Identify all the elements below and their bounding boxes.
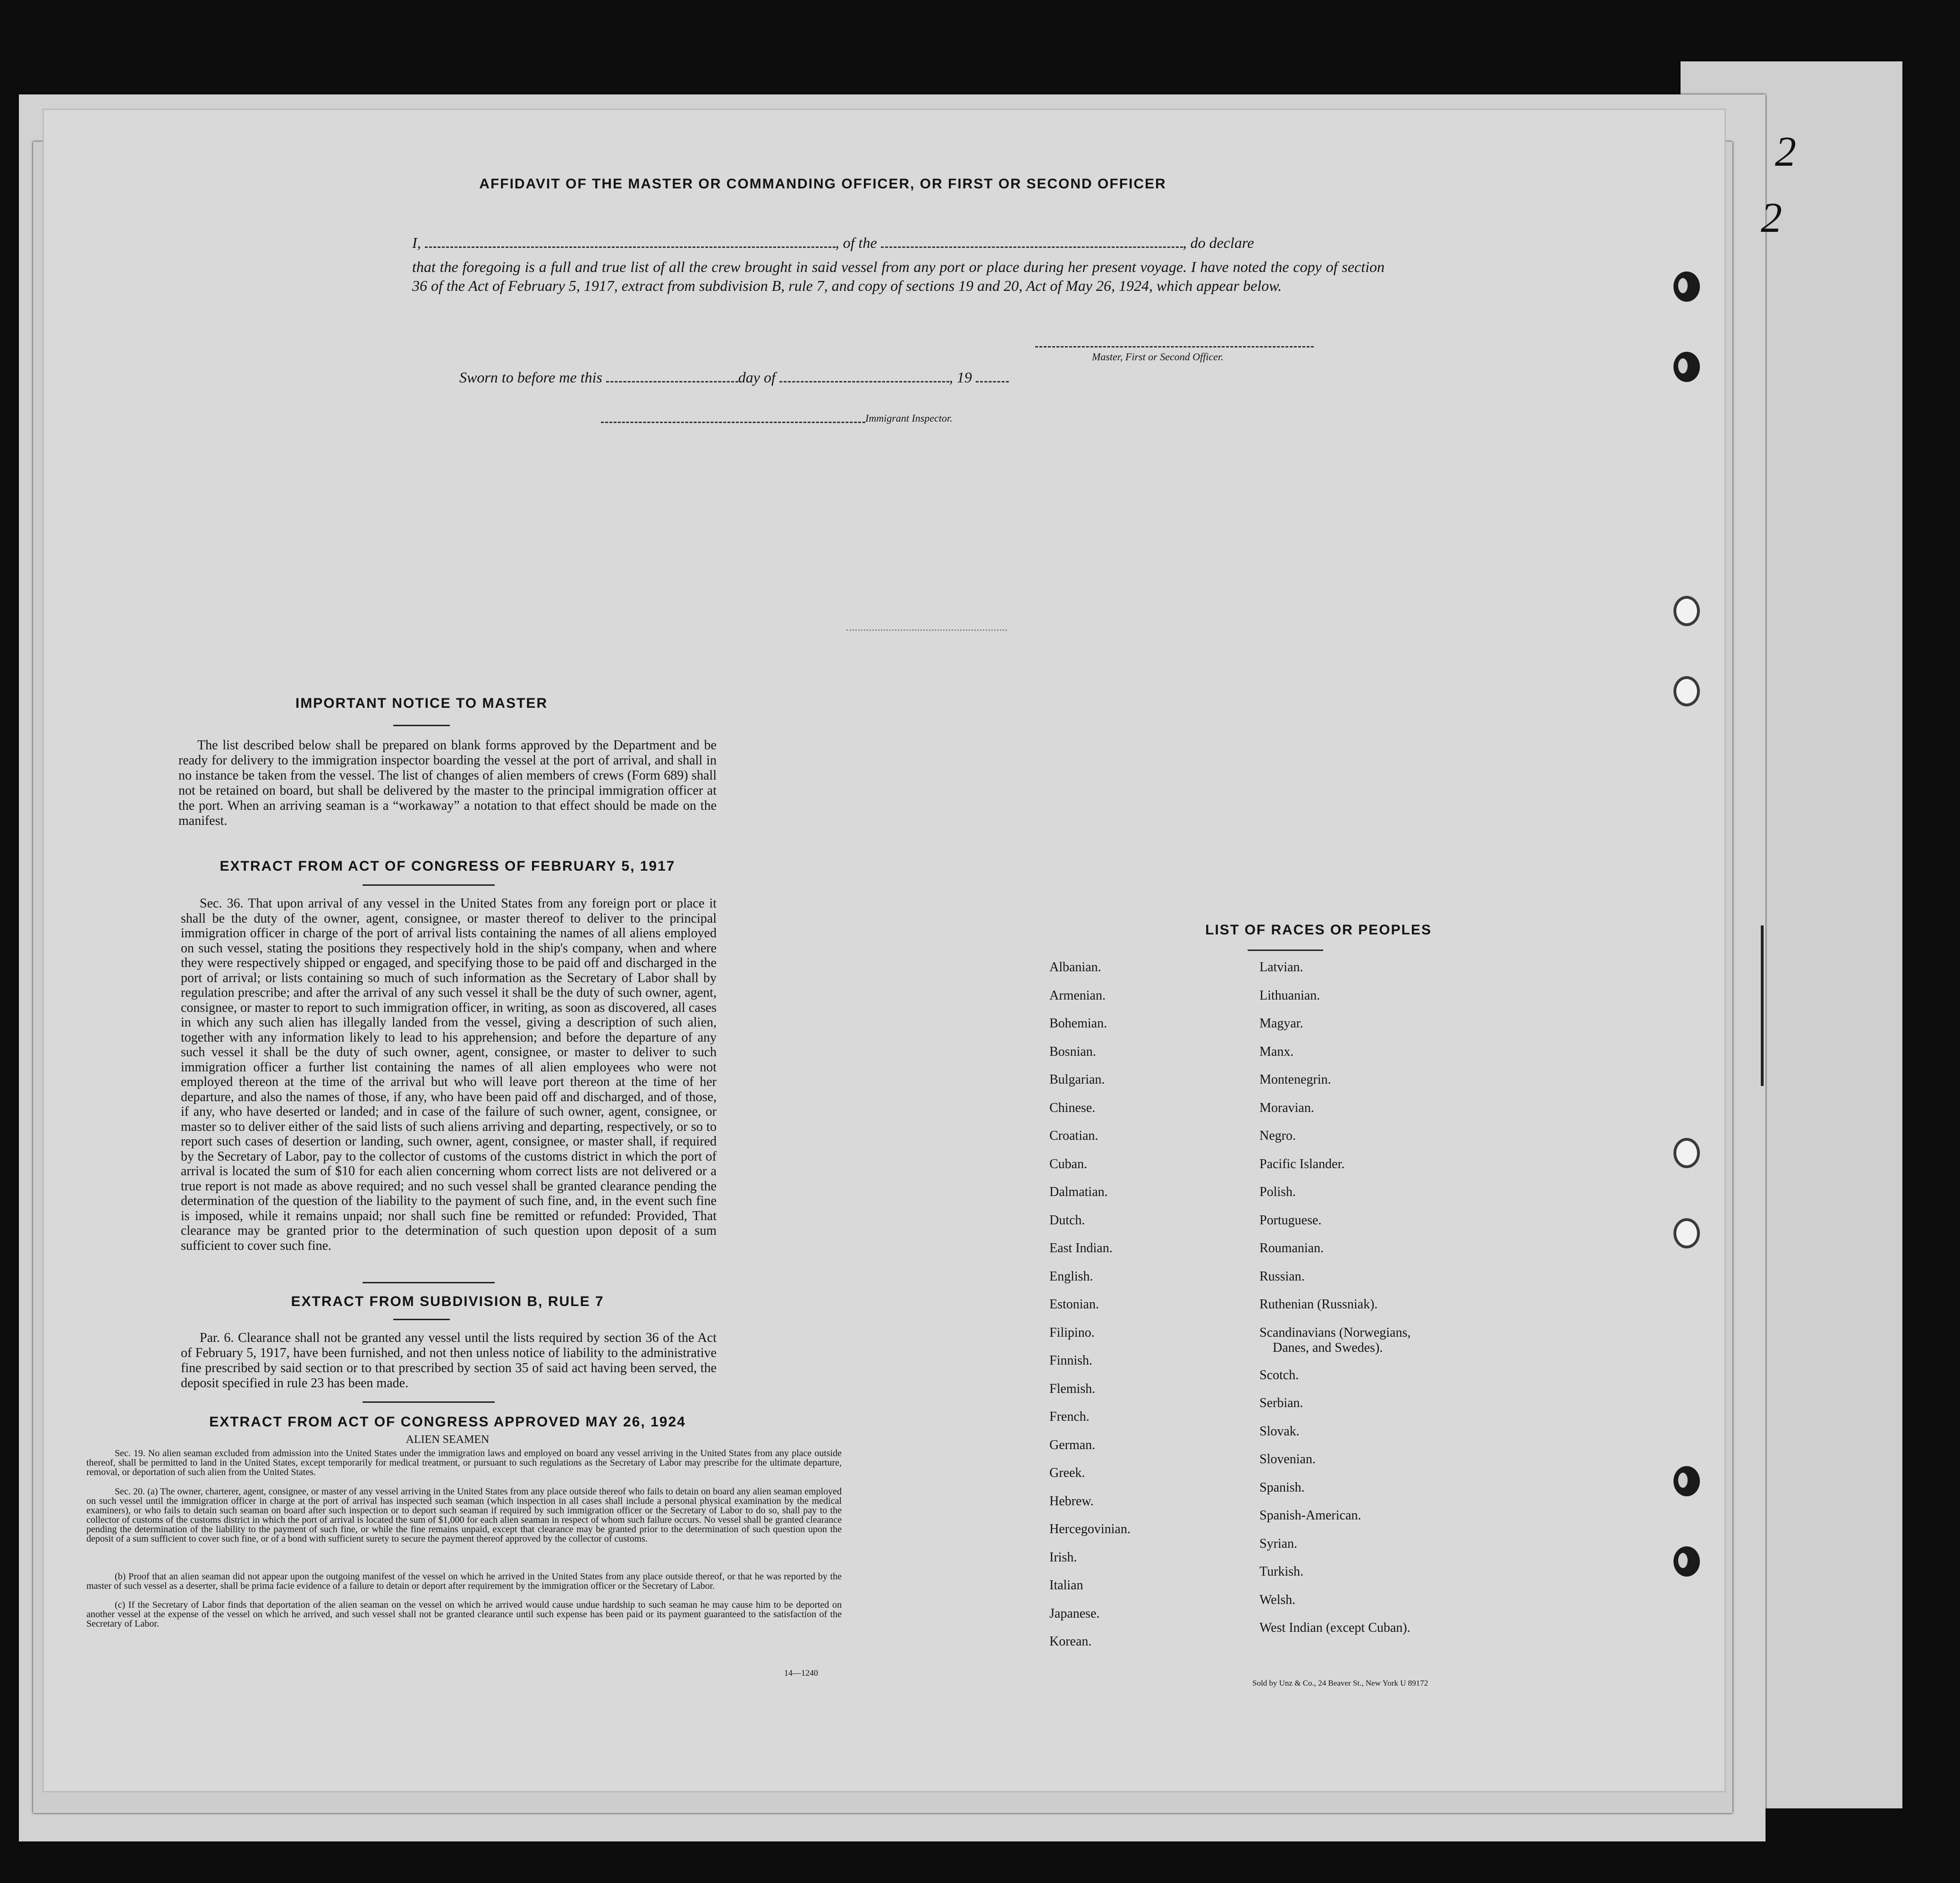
sworn-line (459, 370, 1167, 385)
inspector-caption: Immigrant Inspector. (865, 412, 953, 424)
notice-title: IMPORTANT NOTICE TO MASTER (295, 696, 548, 711)
race-item: Hercegovinian. (1049, 1522, 1131, 1536)
affidavit-declaration-line (412, 235, 1385, 250)
race-item: Ruthenian (Russniak). (1259, 1297, 1378, 1312)
affidavit-text: that the foregoing is a full and true list of all the crew brought in said vessel from any port or place during her present voyage. I have noted the copy of section 36 of the Act of February 5, 1917, extract from subdivision B, rule 7, and copy of sections 19 and 20, Act of May 26, 1924, which appear below. (412, 258, 1385, 294)
race-item: German. (1049, 1437, 1096, 1452)
extract-1924-subtitle: ALIEN SEAMEN (406, 1433, 490, 1446)
rule-7-top-rule (363, 1282, 495, 1283)
binder-hole (1673, 1218, 1700, 1248)
race-item: Montenegrin. (1259, 1072, 1331, 1087)
binder-hole (1673, 1466, 1700, 1496)
affidavit-title: AFFIDAVIT OF THE MASTER OR COMMANDING OFFICER, OR FIRST OR SECOND OFFICER (479, 176, 1166, 192)
race-item: Slovak. (1259, 1424, 1300, 1439)
affidavit-prefix: I, (412, 234, 421, 251)
notice-rule (393, 725, 450, 726)
affidavit-of-the: , of the (835, 234, 877, 251)
race-item: Albanian. (1049, 960, 1101, 975)
handwritten-mark: 2 (1775, 128, 1796, 175)
faint-handwriting (846, 611, 1007, 631)
race-item: East Indian. (1049, 1241, 1113, 1255)
margin-tick-strokes (1761, 925, 1764, 1086)
race-item: Filipino. (1049, 1325, 1095, 1340)
affidavit-declare: , do declare (1183, 234, 1254, 251)
race-item: Finnish. (1049, 1353, 1093, 1368)
name-field[interactable] (425, 235, 836, 248)
binder-hole (1673, 1546, 1700, 1577)
race-item: Russian. (1259, 1269, 1305, 1284)
binder-hole (1673, 1138, 1700, 1168)
race-item: Armenian. (1049, 988, 1106, 1003)
race-item: Bulgarian. (1049, 1072, 1105, 1087)
race-item: Chinese. (1049, 1100, 1096, 1115)
race-item: Polish. (1259, 1185, 1296, 1199)
sworn-prefix: Sworn to before me this (459, 369, 602, 386)
race-item: English. (1049, 1269, 1093, 1284)
race-item: Syrian. (1259, 1536, 1298, 1551)
race-item: Welsh. (1259, 1592, 1296, 1607)
sworn-month-field[interactable] (779, 370, 949, 382)
race-item: Turkish. (1259, 1564, 1304, 1579)
race-item: Roumanian. (1259, 1241, 1324, 1255)
race-item: Pacific Islander. (1259, 1156, 1345, 1171)
race-item: Croatian. (1049, 1128, 1098, 1143)
race-item: Estonian. (1049, 1297, 1099, 1312)
race-item: Korean. (1049, 1634, 1092, 1649)
race-item: Portuguese. (1259, 1213, 1322, 1228)
race-item: Italian (1049, 1578, 1083, 1593)
extract-1924-top-rule (363, 1401, 495, 1403)
race-item: Manx. (1259, 1044, 1294, 1059)
sworn-day-field[interactable] (606, 370, 738, 382)
binder-hole (1673, 352, 1700, 382)
binder-hole (1673, 271, 1700, 302)
race-item: Dalmatian. (1049, 1185, 1108, 1199)
sec-19-text: Sec. 19. No alien seaman excluded from admission into the United States under the immigration laws and employed on board any vessel arriving in the United States from any place outside thereof, shall be permitted to land in the United States, except temporarily for medical treatment, or pursuant to such regulations as the Secretary of Labor may prescribe for the ultimate departure, removal, or deportation of such alien from the United States. (86, 1448, 842, 1477)
race-item: Spanish-American. (1259, 1508, 1361, 1523)
race-item: Scotch. (1259, 1367, 1299, 1383)
master-signature-line[interactable] (1035, 346, 1314, 348)
notice-text: The list described below shall be prepared on blank forms approved by the Department and be ready for delivery to the immigration inspector boarding the vessel at the port of arrival, and shall in no instance be taken from the vessel. The list of changes of alien members of crews (Form 689) shall not be retained on board, but shall be delivered by the master to the principal immigration officer at the port. When an arriving seaman is a “workaway” a notation to that effect should be made on the manifest. (178, 738, 717, 828)
race-item: Serbian. (1259, 1396, 1303, 1410)
binder-hole (1673, 596, 1700, 626)
race-item: Flemish. (1049, 1381, 1096, 1396)
form-page (42, 109, 1726, 1792)
race-item: Magyar. (1259, 1016, 1303, 1031)
extract-1924-title: EXTRACT FROM ACT OF CONGRESS APPROVED MAY 26, 1924 (209, 1414, 686, 1430)
race-item: Scandinavians (Norwegians, Danes, and Swedes). (1259, 1325, 1411, 1355)
race-item: Latvian. (1259, 960, 1303, 975)
race-item: Japanese. (1049, 1606, 1100, 1621)
race-item: Spanish. (1259, 1480, 1305, 1495)
form-number: 14—1240 (784, 1668, 818, 1678)
vessel-field[interactable] (881, 235, 1183, 248)
race-item: Moravian. (1259, 1100, 1314, 1115)
extract-1917-text: Sec. 36. That upon arrival of any vessel in the United States from any foreign port or place it shall be the duty of the owner, agent, consignee, or master thereof to deliver to the principal immigration officer in charge of the port of arrival lists containing the names of all aliens employed on such vessel, stating the positions they respectively hold in the ship's company, when and where they were respectively shipped or engaged, and specifying those to be paid off and discharged in the port of arrival; or lists containing so much of such information as the Secretary of Labor shall by regulation prescribe; and after the arrival of any such vessel it shall be the duty of such owner, agent, consignee, or master to report to such immigration officer, in writing, as soon as discovered, all cases in which any such alien has illegally landed from the vessel, giving a description of such alien, together with any information likely to lead to his apprehension; and before the departure of any such vessel it shall be the duty of such owner, agent, consignee, or master to deliver to such immigration officer a further list containing the names of all alien employees who were not employed thereon at the time of the arrival but who will leave port thereon at the time of her departure, and also the names of those, if any, who have been paid off and discharged, and of those, if any, who have deserted or landed; and in case of the failure of such owner, agent, consignee, or master so to deliver either of the said lists of such aliens arriving and departing, respectively, or so to report such cases of desertion or landing, such owner, agent, consignee, or master shall, if required by the Secretary of Labor, pay to the collector of customs of the customs district in which the port of arrival is located the sum of $10 for each alien concerning whom correct lists are not delivered or a true report is not made as above required; and no such vessel shall be granted clearance pending the determination of the question of the liability to the payment of such fine, and, in the event such fine is imposed, while it remains unpaid; nor shall such fine be remitted or refunded: Provided, That clearance may be granted prior to the determination of such question upon deposit of a sum sufficient to cover such fine. (181, 896, 717, 1253)
race-item: Lithuanian. (1259, 988, 1320, 1003)
sworn-day-label: day of (738, 369, 776, 386)
rule-7-rule (393, 1319, 450, 1320)
imprint: Sold by Unz & Co., 24 Beaver St., New York U 89172 (1252, 1679, 1428, 1688)
race-item: Bosnian. (1049, 1044, 1096, 1059)
race-item: Greek. (1049, 1466, 1085, 1480)
race-item: Hebrew. (1049, 1493, 1094, 1509)
race-item: Negro. (1259, 1128, 1296, 1143)
rule-7-text: Par. 6. Clearance shall not be granted any vessel until the lists required by section 36 of the Act of February 5, 1917, have been furnished, and not then unless notice of liability to the administrative fine prescribed by said section or to that prescribed by section 35 of said act having been served, the deposit specified in rule 23 has been made. (181, 1331, 717, 1391)
sworn-year-label: , 19 (949, 369, 972, 386)
race-item: Bohemian. (1049, 1016, 1107, 1031)
races-rule (1248, 950, 1323, 951)
extract-1917-rule (363, 884, 495, 886)
races-title: LIST OF RACES OR PEOPLES (1205, 922, 1432, 938)
inspector-signature-line[interactable] (601, 422, 865, 423)
race-item: Slovenian. (1259, 1452, 1316, 1467)
handwritten-mark: 2 (1761, 195, 1782, 241)
sec-20a-text: Sec. 20. (a) The owner, charterer, agent, consignee, or master of any vessel arriving in the United States from any place outside thereof who fails to detain on board any alien seaman employed on such vessel until the immigration officer in charge at the port of arrival has inspected such seaman (which inspection in all cases shall include a personal physical examination by the medical examiners), or who fails to detain such seaman on board after such inspection or to deport such seaman if required by such immigration officer or the Secretary of Labor to do so, shall pay to the collector of customs of the customs district in which the port of arrival is located the sum of $1,000 for each alien seaman in respect of whom such failure occurs. No vessel shall be granted clearance pending the determination of the liability to the payment of such fine, or while the fine remains unpaid, except that clearance may be granted prior to the determination of such question upon the deposit of a sum sufficient to cover such fine, or of a bond with sufficient surety to secure the payment thereof approved by the collector of customs. (86, 1486, 842, 1544)
rule-7-title: EXTRACT FROM SUBDIVISION B, RULE 7 (291, 1294, 604, 1309)
extract-1917-title: EXTRACT FROM ACT OF CONGRESS OF FEBRUARY 5, 1917 (220, 858, 676, 874)
sec-20b-text: (b) Proof that an alien seaman did not appear upon the outgoing manifest of the vessel on which he arrived in the United States from any place outside thereof, or that he was reported by the master of such vessel as a deserter, shall be prima facie evidence of a failure to detain or deport after requirement by the immigration officer or the Secretary of Labor. (86, 1571, 842, 1591)
master-caption: Master, First or Second Officer. (1092, 351, 1224, 363)
race-item: Dutch. (1049, 1213, 1085, 1228)
sec-20c-text: (c) If the Secretary of Labor finds that deportation of the alien seaman on the vessel on which he arrived would cause undue hardship to such seaman he may cause him to be deported on another vessel at the expense of the vessel on which he arrived, and such vessel shall not be granted clearance until such expense has been paid or its payment guaranteed to the satisfaction of the Secretary of Labor. (86, 1600, 842, 1629)
race-item: Cuban. (1049, 1156, 1088, 1171)
race-item: Irish. (1049, 1550, 1077, 1565)
race-item: French. (1049, 1409, 1090, 1424)
sworn-year-field[interactable] (976, 370, 1009, 382)
binder-hole (1673, 676, 1700, 706)
race-item: West Indian (except Cuban). (1259, 1620, 1411, 1635)
